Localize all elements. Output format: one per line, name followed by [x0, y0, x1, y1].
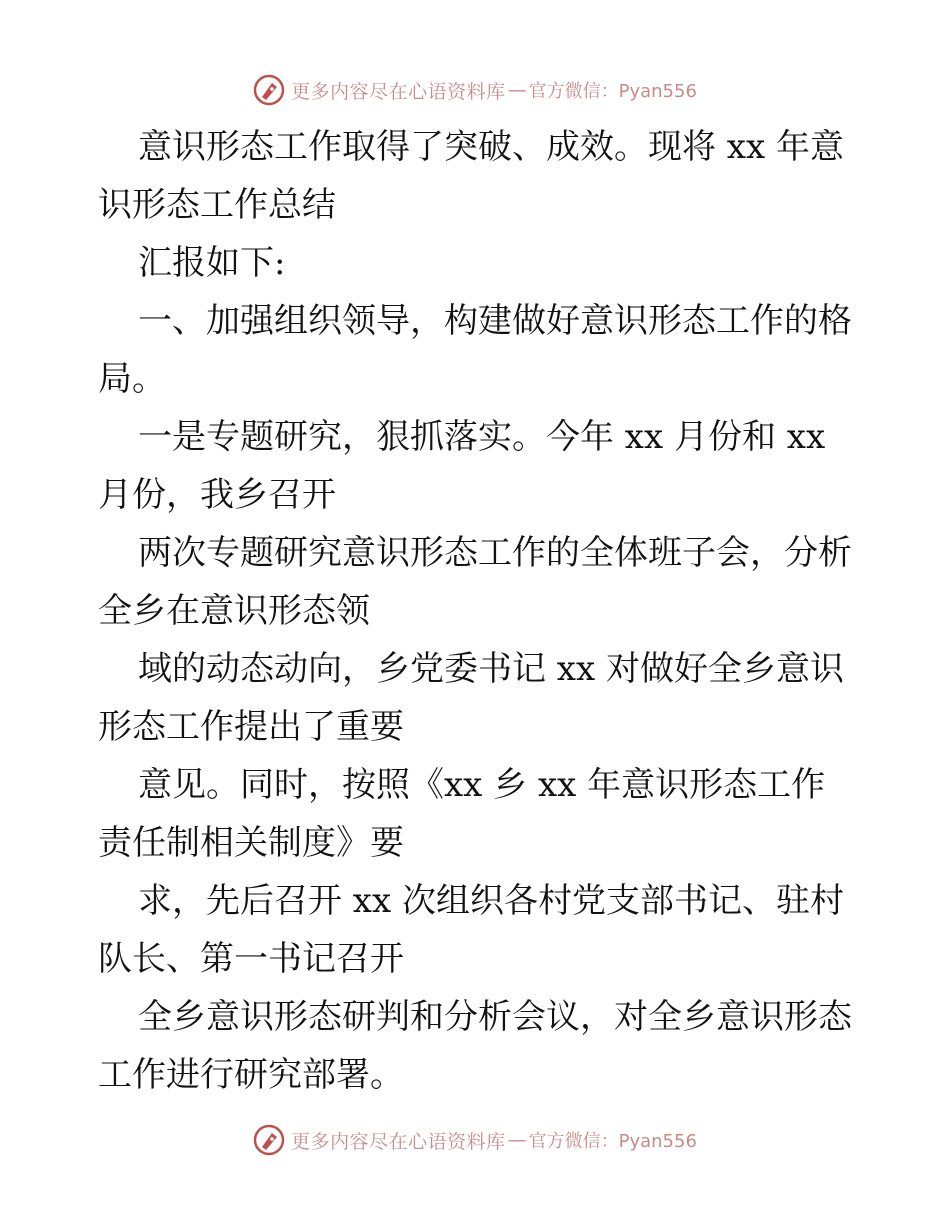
paragraph-first-line: 域的动态动向，乡党委书记 xx 对做好全乡意识	[138, 649, 844, 689]
paragraph-continuation: 全乡在意识形态领	[98, 591, 370, 631]
watermark-footer	[0, 1120, 950, 1160]
paragraph-continuation: 识形态工作总结	[98, 185, 336, 225]
pen-nib-circle-icon	[253, 74, 285, 106]
paragraph-first-line: 两次专题研究意识形态工作的全体班子会，分析	[138, 533, 852, 573]
paragraph	[98, 524, 858, 640]
paragraph	[98, 988, 858, 1104]
paragraph	[98, 292, 858, 408]
paragraph-continuation: 责任制相关制度》要	[98, 823, 404, 863]
paragraph	[98, 640, 858, 756]
paragraph-continuation: 工作进行研究部署。	[98, 1055, 404, 1095]
watermark-right-text: 官方微信：Pyan556	[528, 1131, 697, 1152]
paragraph-continuation: 队长、第一书记召开	[98, 939, 404, 979]
paragraph-first-line: 意识形态工作取得了突破、成效。现将 xx 年意	[138, 127, 844, 167]
watermark-separator: —	[507, 1129, 527, 1151]
paragraph-continuation: 月份，我乡召开	[98, 475, 336, 515]
watermark-header	[0, 70, 950, 110]
paragraph	[98, 756, 858, 872]
paragraph	[98, 234, 858, 292]
watermark-left-text: 更多内容尽在心语资料库	[291, 80, 506, 103]
paragraph-first-line: 求，先后召开 xx 次组织各村党支部书记、驻村	[138, 881, 844, 921]
document-body	[98, 118, 858, 1104]
paragraph	[98, 408, 858, 524]
paragraph-first-line: 一是专题研究，狠抓落实。今年 xx 月份和 xx	[138, 417, 826, 457]
watermark-right-text: 官方微信：Pyan556	[528, 81, 697, 102]
paragraph-continuation: 形态工作提出了重要	[98, 707, 404, 747]
paragraph-continuation: 局。	[98, 359, 166, 399]
paragraph-first-line: 汇报如下:	[138, 243, 286, 283]
paragraph-first-line: 一、加强组织领导，构建做好意识形态工作的格	[138, 301, 852, 341]
paragraph-first-line: 全乡意识形态研判和分析会议，对全乡意识形态	[138, 997, 852, 1037]
watermark-left-text: 更多内容尽在心语资料库	[291, 1130, 506, 1153]
paragraph	[98, 872, 858, 988]
paragraph-first-line: 意见。同时，按照《xx 乡 xx 年意识形态工作	[138, 765, 826, 805]
pen-nib-circle-icon	[253, 1124, 285, 1156]
watermark-separator: —	[507, 79, 527, 101]
paragraph	[98, 118, 858, 234]
